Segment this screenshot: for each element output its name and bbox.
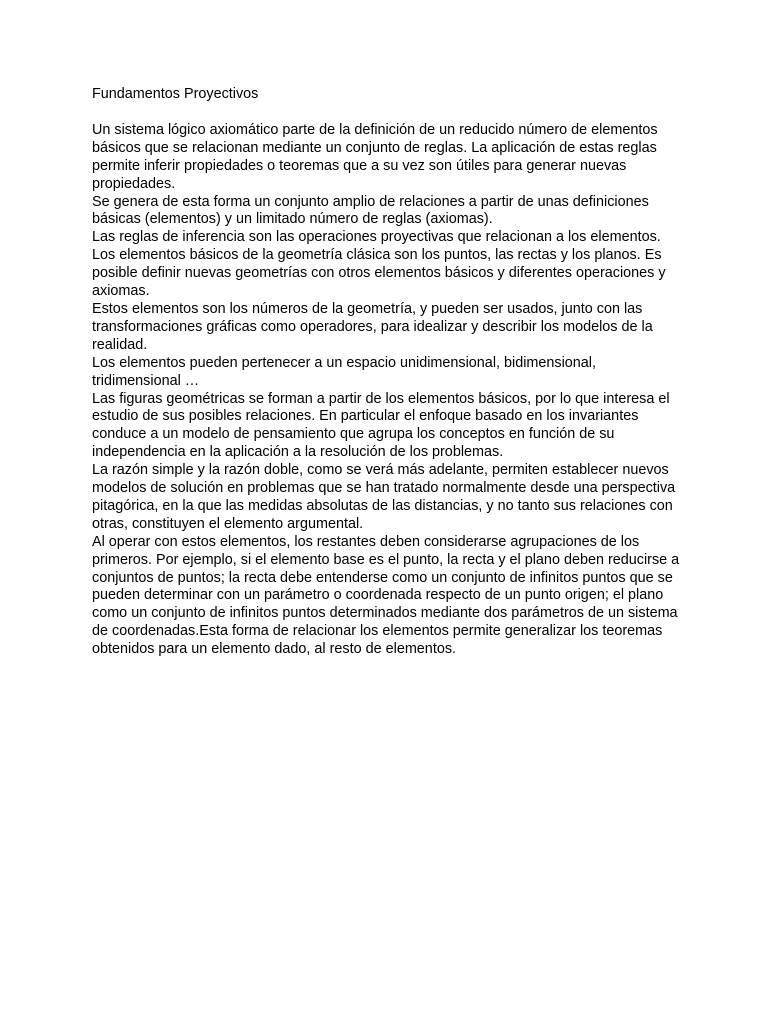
paragraph-2: Se genera de esta forma un conjunto amplio de relaciones a partir de unas definiciones básicas (elementos) y un limitado número de reglas (axiomas). [92,193,649,228]
paragraph-3: Las reglas de inferencia son las operaciones proyectivas que relacionan a los elementos. [92,229,661,246]
paragraph-5: Estos elementos son los números de la geometría, y pueden ser usados, junto con las transformaciones gráficas como operadores, para idealizar y describir los modelos de la realidad. [92,300,653,353]
document-page [92,86,682,659]
paragraph-6: Los elementos pueden pertenecer a un espacio unidimensional, bidimensional, tridimensional … [92,354,597,389]
paragraph-4: Los elementos básicos de la geometría clásica son los puntos, las rectas y los planos. Es posible definir nuevas geometrías con otros elementos básicos y diferentes operaciones y axiomas. [92,247,666,300]
paragraph-9: Al operar con estos elementos, los restantes deben considerarse agrupaciones de los primeros. Por ejemplo, si el elemento base es el punto, la recta y el plano deben reducirse a conjuntos de puntos; la recta debe entenderse como un conjunto de infinitos puntos que se pueden determinar con un parámetro o coordenada respecto de un punto origen; el plano como un conjunto de infinitos puntos determinados mediante dos parámetros de un sistema de coordenadas.Esta forma de relacionar los elementos permite generalizar los teoremas obtenidos para un elemento dado, al resto de elementos. [92,533,680,658]
paragraph-8: La razón simple y la razón doble, como se verá más adelante, permiten establecer nuevos modelos de solución en problemas que se han tratado normalmente desde una perspectiva pitagórica, en la que las medidas absolutas de las distancias, y no tanto sus relaciones con otras, constituyen el elemento argumental. [92,462,676,532]
document-title: Fundamentos Proyectivos [92,86,259,102]
paragraph-7: Las figuras geométricas se forman a partir de los elementos básicos, por lo que interesa el estudio de sus posibles relaciones. En particular el enfoque basado en los invariantes conduce a un modelo de pensamiento que agrupa los conceptos en función de su independencia en la aplicación a la resolución de los problemas. [92,390,670,461]
paragraph-1: Un sistema lógico axiomático parte de la definición de un reducido número de elementos básicos que se relacionan mediante un conjunto de reglas. La aplicación de estas reglas permite inferir propiedades o teoremas que a su vez son útiles para generar nuevas propiedades. [92,121,658,192]
